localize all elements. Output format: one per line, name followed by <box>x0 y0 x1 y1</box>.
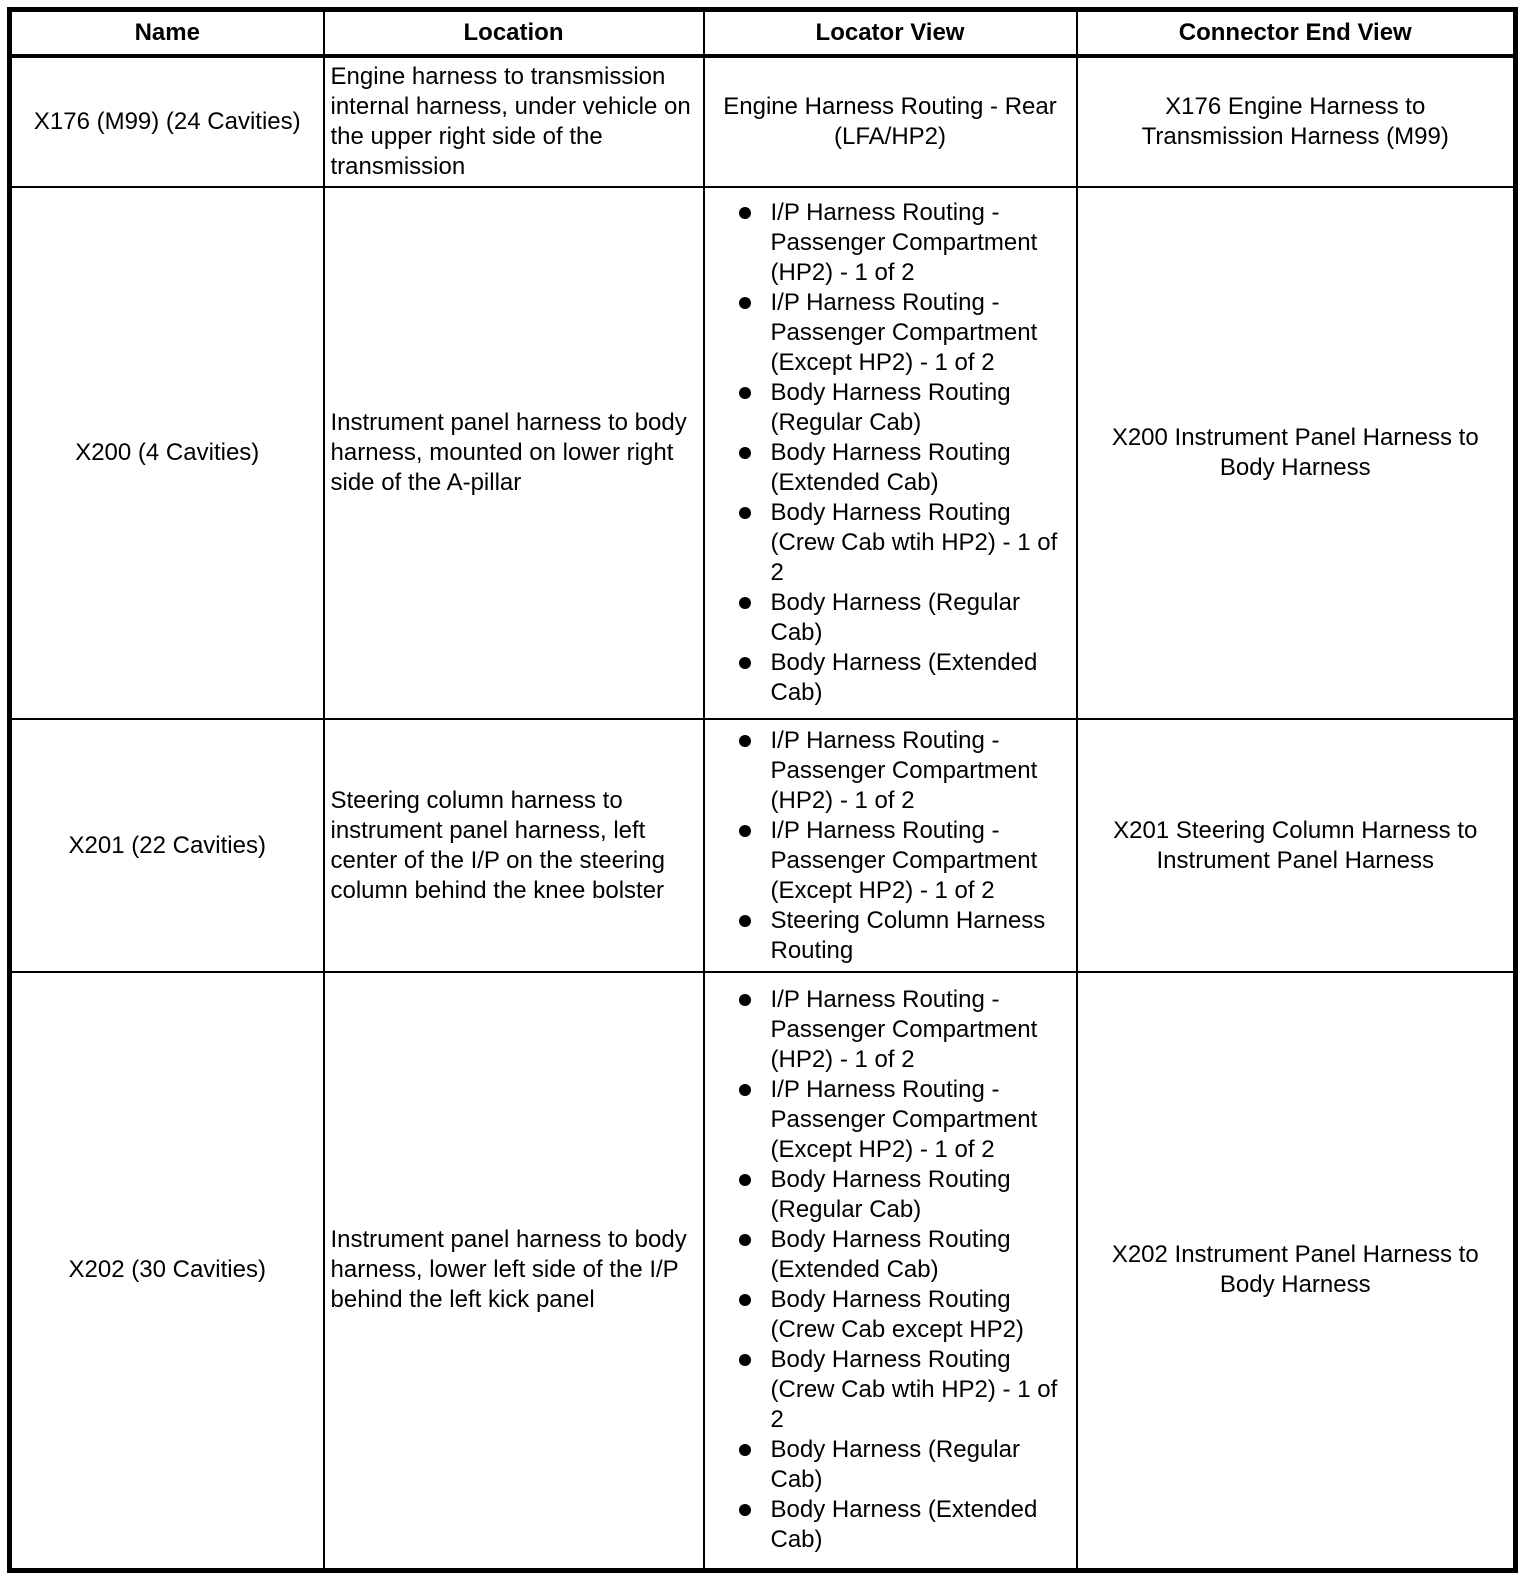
column-header-locator-view: Locator View <box>704 10 1077 57</box>
locator-view-cell <box>704 187 1077 719</box>
locator-view-item: Body Harness Routing (Crew Cab except HP2) <box>739 1285 1071 1345</box>
locator-view-cell <box>704 972 1077 1570</box>
locator-view-item: Body Harness Routing (Regular Cab) <box>739 378 1071 438</box>
connector-end-view-cell <box>1077 972 1516 1570</box>
location-cell: Engine harness to transmission internal harness, under vehicle on the upper right side of the transmission <box>324 56 704 187</box>
locator-view-list <box>709 985 1072 1555</box>
name-cell: X201 (22 Cavities) <box>10 719 324 972</box>
locator-view-item: I/P Harness Routing - Passenger Compartment (HP2) - 1 of 2 <box>739 726 1071 816</box>
connector-reference-table <box>7 7 1518 1573</box>
locator-view-item: Body Harness (Extended Cab) <box>739 1495 1071 1555</box>
table-row <box>10 56 1516 187</box>
name-cell: X202 (30 Cavities) <box>10 972 324 1570</box>
locator-view-list <box>709 726 1072 966</box>
locator-view-item: Body Harness (Extended Cab) <box>739 648 1071 708</box>
connector-end-view-text: X201 Steering Column Harness to Instrument Panel Harness <box>1113 816 1478 874</box>
locator-view-item: I/P Harness Routing - Passenger Compartment (HP2) - 1 of 2 <box>739 198 1071 288</box>
table-row <box>10 719 1516 972</box>
connector-end-view-cell <box>1077 187 1516 719</box>
connector-end-view-text: X176 Engine Harness to Transmission Harness (M99) <box>1141 93 1449 150</box>
location-cell: Steering column harness to instrument panel harness, left center of the I/P on the steering column behind the knee bolster <box>324 719 704 972</box>
header-row <box>10 10 1516 57</box>
connector-end-view-text: X202 Instrument Panel Harness to Body Harness <box>1111 1241 1479 1299</box>
locator-view-item: Body Harness Routing (Crew Cab wtih HP2) - 1 of 2 <box>739 1345 1071 1435</box>
locator-view-item: I/P Harness Routing - Passenger Compartment (Except HP2) - 1 of 2 <box>739 288 1071 378</box>
location-cell: Instrument panel harness to body harness, lower left side of the I/P behind the left kick panel <box>324 972 704 1570</box>
locator-view-item: Body Harness Routing (Crew Cab wtih HP2) - 1 of 2 <box>739 498 1071 588</box>
column-header-connector-end-view: Connector End View <box>1077 10 1516 57</box>
locator-view-item: Body Harness Routing (Extended Cab) <box>739 438 1071 498</box>
locator-view-item: I/P Harness Routing - Passenger Compartment (HP2) - 1 of 2 <box>739 985 1071 1075</box>
connector-end-view-text: X200 Instrument Panel Harness to Body Harness <box>1111 424 1479 481</box>
connector-end-view-cell <box>1077 56 1516 187</box>
locator-view-item: Body Harness (Regular Cab) <box>739 588 1071 648</box>
locator-view-cell <box>704 719 1077 972</box>
locator-view-item: Steering Column Harness Routing <box>739 906 1071 966</box>
name-cell: X176 (M99) (24 Cavities) <box>10 56 324 187</box>
table-row <box>10 187 1516 719</box>
table-body <box>10 56 1516 1570</box>
column-header-location: Location <box>324 10 704 57</box>
name-cell: X200 (4 Cavities) <box>10 187 324 719</box>
locator-view-cell <box>704 56 1077 187</box>
locator-view-text: Engine Harness Routing - Rear (LFA/HP2) <box>723 93 1057 150</box>
locator-view-item: I/P Harness Routing - Passenger Compartment (Except HP2) - 1 of 2 <box>739 816 1071 906</box>
location-cell: Instrument panel harness to body harness, mounted on lower right side of the A-pillar <box>324 187 704 719</box>
connector-end-view-cell <box>1077 719 1516 972</box>
locator-view-item: Body Harness Routing (Extended Cab) <box>739 1225 1071 1285</box>
table-row <box>10 972 1516 1570</box>
locator-view-list <box>709 198 1072 708</box>
locator-view-item: I/P Harness Routing - Passenger Compartment (Except HP2) - 1 of 2 <box>739 1075 1071 1165</box>
locator-view-item: Body Harness Routing (Regular Cab) <box>739 1165 1071 1225</box>
column-header-name: Name <box>10 10 324 57</box>
locator-view-item: Body Harness (Regular Cab) <box>739 1435 1071 1495</box>
